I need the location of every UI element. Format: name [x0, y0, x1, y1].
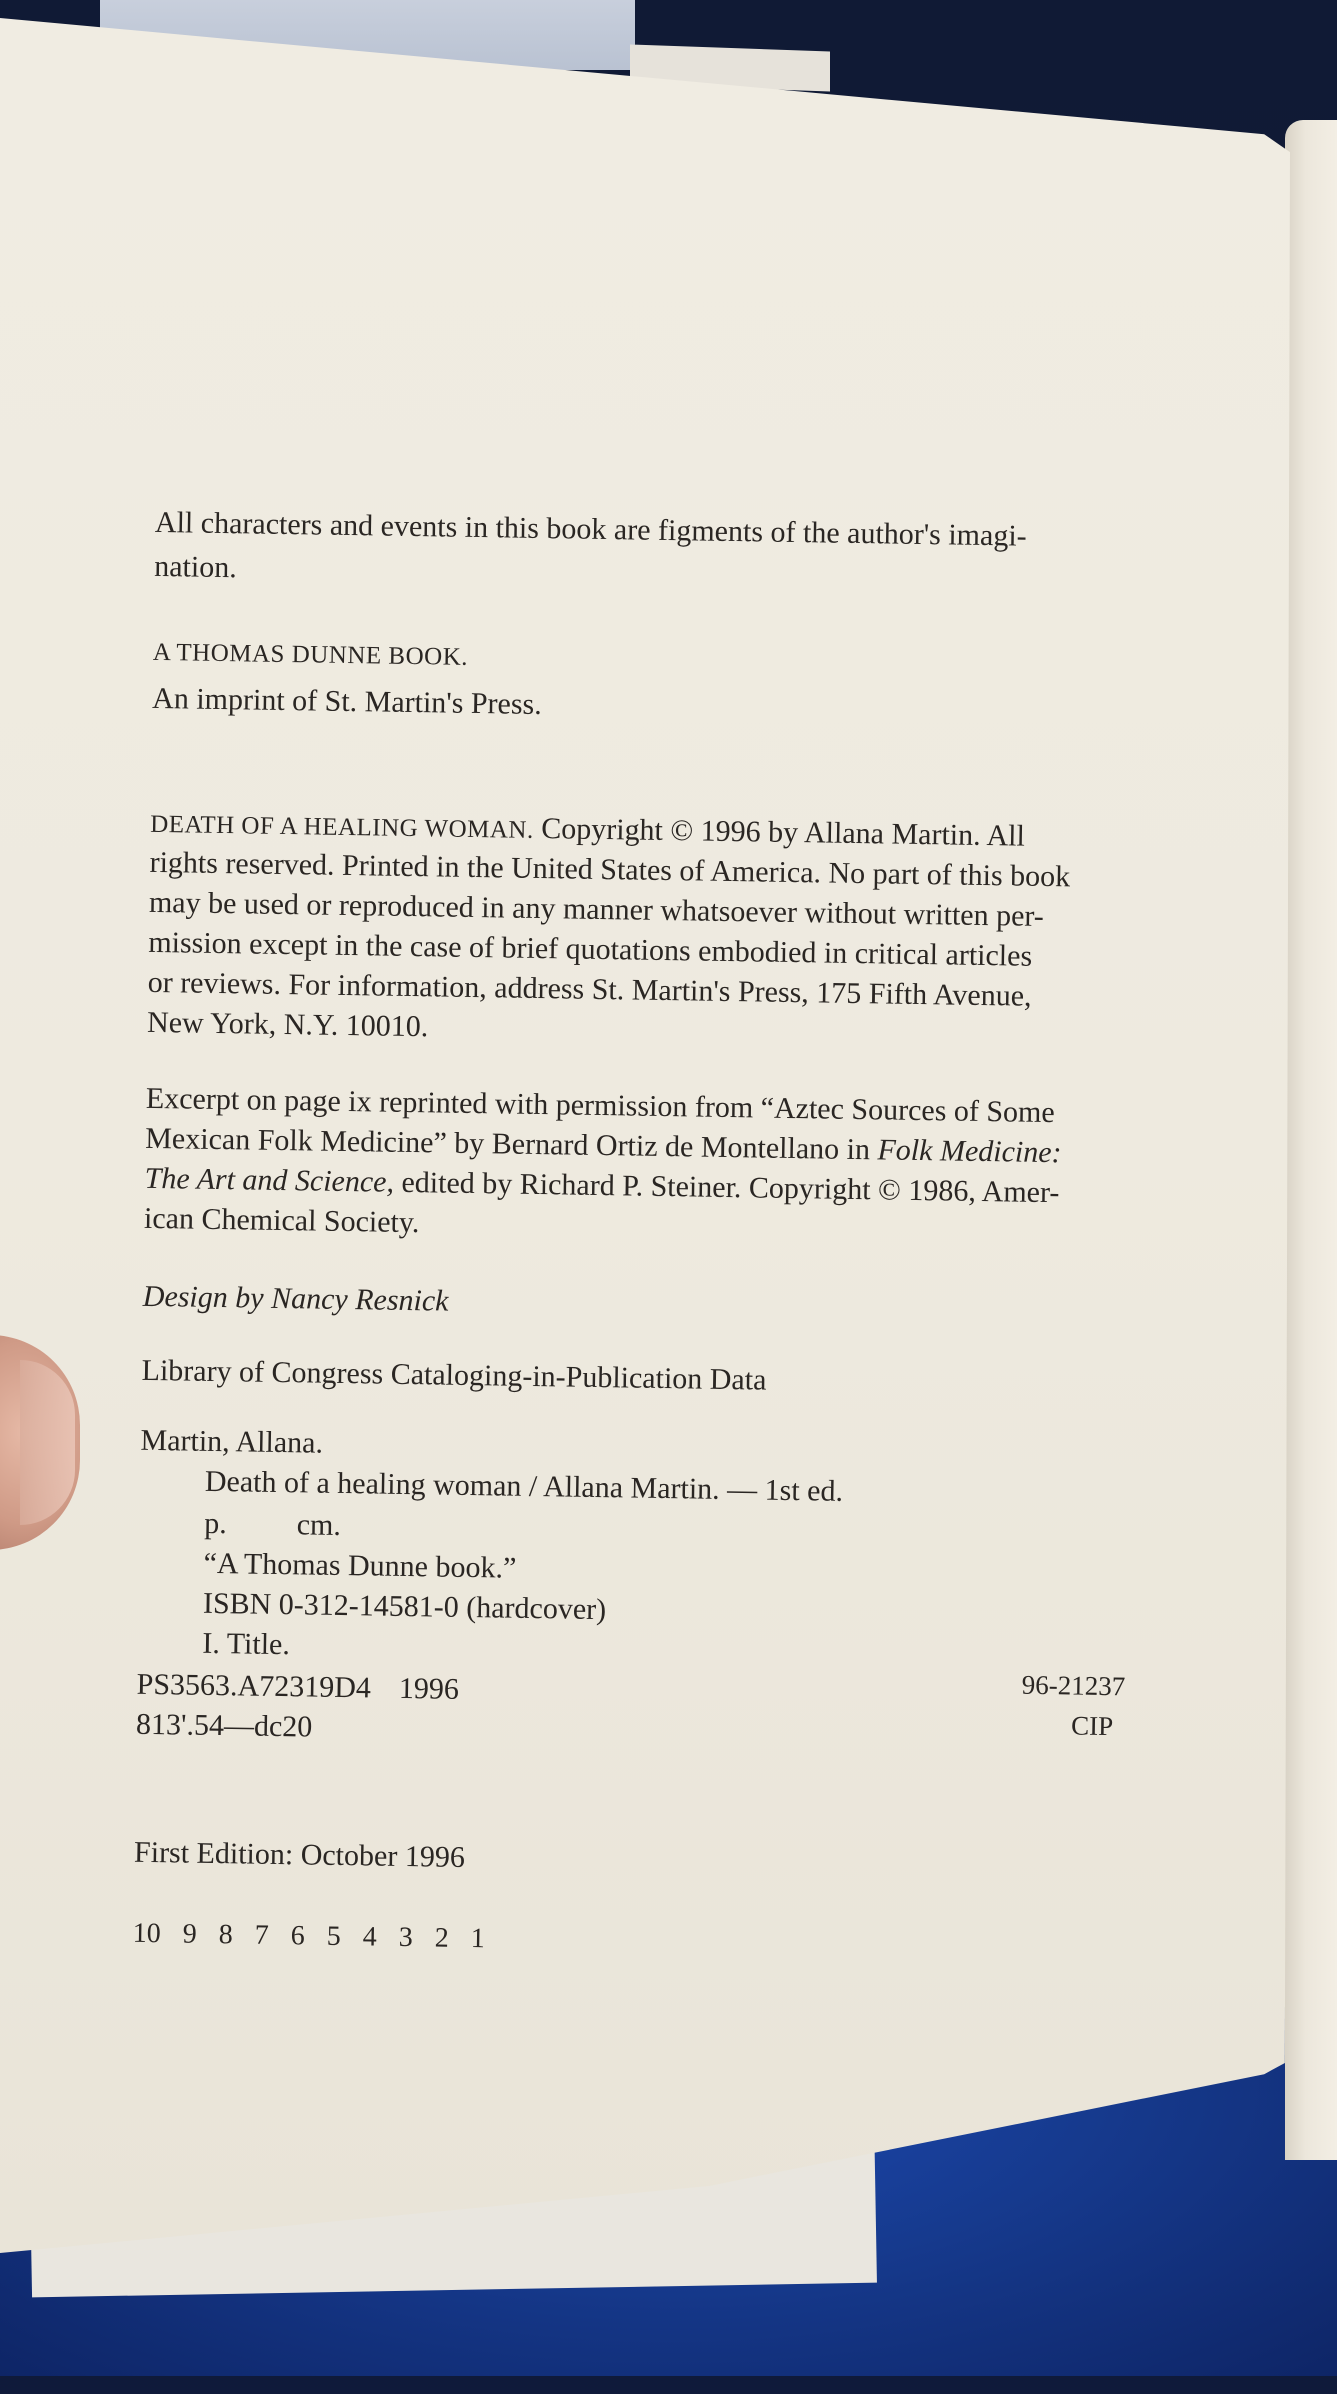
copyright-line-1: [150, 808, 1025, 852]
cip-isbn: ISBN 0-312-14581-0 (hardcover): [202, 1586, 607, 1627]
printing-number: 3: [398, 1921, 414, 1954]
cip-cm: cm.: [296, 1508, 342, 1542]
copyright-line-3: may be used or reproduced in any manner whatsoever without written per-: [148, 885, 1045, 933]
fiction-notice-line-1: All characters and events in this book are figments of the author's imagi-: [154, 505, 1027, 553]
printing-number: 7: [254, 1919, 270, 1951]
cip-series: “A Thomas Dunne book.”: [203, 1546, 517, 1585]
printing-number: 4: [362, 1921, 378, 1953]
copyright-line-2: rights reserved. Printed in the United States of America. No part of this book: [149, 845, 1071, 894]
cip-call-number: PS3563.A72319D4: [136, 1667, 372, 1705]
excerpt-line-1: Excerpt on page ix reprinted with permission from “Aztec Sources of Some: [145, 1081, 1055, 1130]
publisher-line: An imprint of St. Martin's Press.: [151, 681, 542, 722]
excerpt-line-2-text: Mexican Folk Medicine” by Bernard Ortiz de Montellano in: [145, 1121, 878, 1167]
printing-number: 2: [434, 1922, 450, 1954]
copyright-line-5: or reviews. For information, address St. Martin's Press, 175 Fifth Avenue,: [147, 965, 1032, 1013]
first-edition: First Edition: October 1996: [133, 1835, 466, 1874]
excerpt-book-subtitle: The Art and Science,: [144, 1161, 395, 1199]
excerpt-line-3: [144, 1161, 1060, 1210]
fiction-notice-line-2: nation.: [154, 549, 238, 585]
cip-label: CIP: [1070, 1710, 1114, 1742]
book-title-small-caps: DEATH OF A HEALING WOMAN.: [150, 810, 534, 844]
excerpt-line-3-text: edited by Richard P. Steiner. Copyright © 1986, Amer-: [393, 1165, 1060, 1210]
cip-call-number-line: [136, 1667, 460, 1706]
cip-heading: Library of Congress Cataloging-in-Publication Data: [141, 1353, 767, 1397]
cip-author: Martin, Allana.: [140, 1423, 324, 1460]
cip-lccn: 96-21237: [1021, 1669, 1126, 1702]
cip-dewey: 813'.54—dc20: [135, 1707, 313, 1744]
copyright-line-1-rest: Copyright © 1996 by Allana Martin. All: [533, 811, 1026, 853]
printing-line: [132, 1917, 507, 1955]
printing-number: 1: [470, 1923, 485, 1955]
printing-number: 8: [218, 1919, 234, 1951]
printing-number: 6: [290, 1920, 306, 1952]
excerpt-line-4: ican Chemical Society.: [143, 1201, 420, 1240]
publisher-imprint: A THOMAS DUNNE BOOK.: [152, 638, 469, 671]
printing-number: 5: [326, 1920, 342, 1953]
copyright-line-4: mission except in the case of brief quotations embodied in critical articles: [148, 925, 1033, 973]
printing-number: 10: [132, 1917, 162, 1950]
cip-physical: [203, 1506, 342, 1542]
excerpt-line-2: [145, 1121, 1062, 1170]
copyright-line-6: New York, N.Y. 10010.: [146, 1005, 429, 1044]
excerpt-book-title: Folk Medicine:: [877, 1133, 1062, 1170]
cip-subject: I. Title.: [202, 1626, 291, 1662]
cip-year: 1996: [398, 1671, 460, 1706]
cip-title-line: Death of a healing woman / Allana Martin. — 1st ed.: [204, 1464, 844, 1508]
design-credit: Design by Nancy Resnick: [142, 1279, 449, 1318]
cip-pages: p.: [203, 1506, 228, 1541]
printing-number: 9: [182, 1918, 198, 1950]
